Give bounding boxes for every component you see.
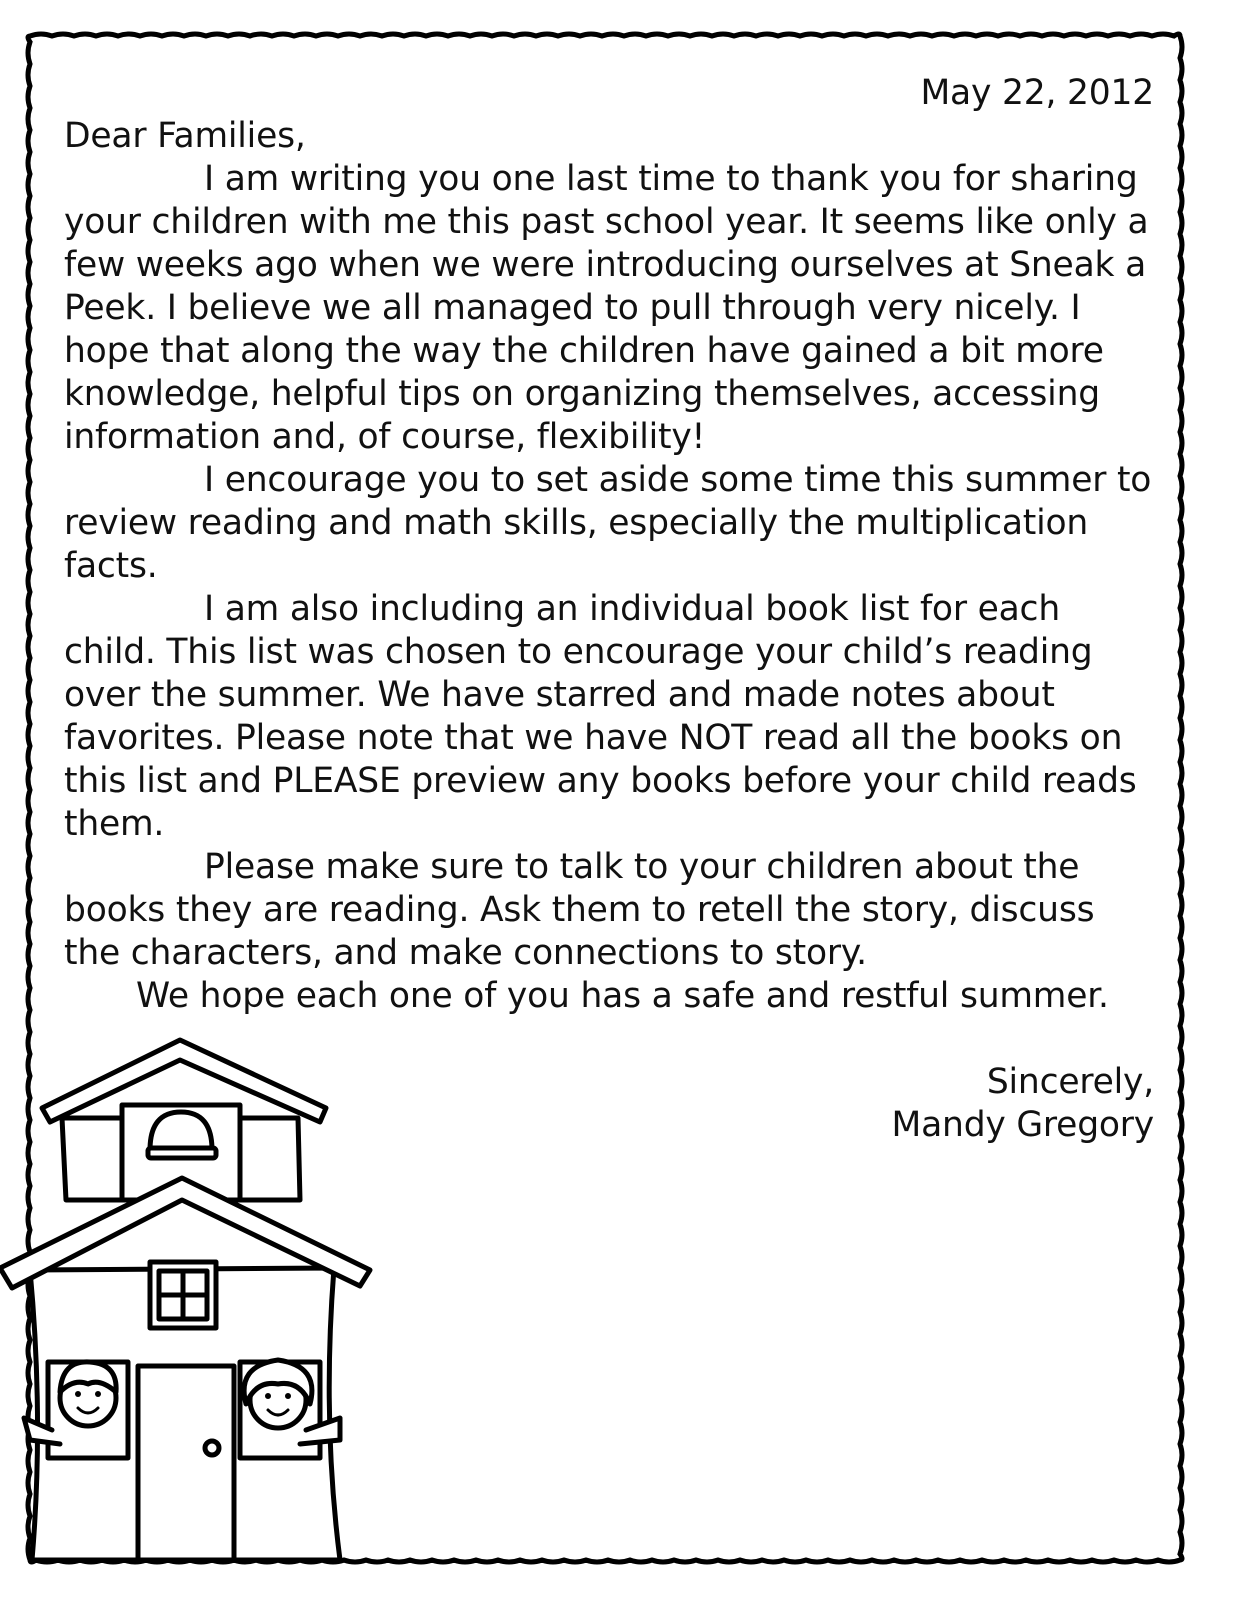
schoolhouse-illustration [0, 1035, 380, 1600]
girl-eye-left [265, 1393, 271, 1399]
letter-date: May 22, 2012 [920, 73, 1154, 113]
letter-signature: Mandy Gregory [891, 1105, 1154, 1145]
door-knob [205, 1441, 219, 1455]
bell-icon [150, 1112, 212, 1150]
letter-body [64, 72, 1154, 1147]
letter-paragraph-2 [64, 459, 1154, 588]
paragraph-3-text: I am also including an individual book list for each child. This list was chosen to encourage your child’s reading over the summer. We have starred and made notes about favorites. Please note that we have NOT read all the books on this list and PLEASE preview any books before your child reads them. [64, 589, 1137, 844]
boy-eye-left [75, 1391, 81, 1397]
letter-paragraph-1 [64, 158, 1154, 459]
bell-rim [148, 1148, 216, 1158]
boy-eye-right [95, 1391, 101, 1397]
letter-closing-line: We hope each one of you has a safe and restful summer. [136, 976, 1109, 1016]
letter-greeting: Dear Families, [64, 116, 306, 156]
paragraph-1-text: I am writing you one last time to thank you for sharing your children with me this past school year. It seems like only a few weeks ago when we were introducing ourselves at Sneak a Peek. I believe we all managed to pull through very nicely. I hope that along the way the children have gained a bit more knowledge, helpful tips on organizing themselves, accessing information and, of course, flexibility! [64, 159, 1149, 457]
letter-paragraph-4 [64, 846, 1154, 975]
paragraph-2-text: I encourage you to set aside some time this summer to review reading and math skills, especially the multiplication facts. [64, 460, 1152, 586]
school-door [138, 1366, 234, 1560]
girl-eye-right [285, 1393, 291, 1399]
letter-valediction: Sincerely, [986, 1062, 1154, 1102]
paragraph-4-text: Please make sure to talk to your children about the books they are reading. Ask them to retell the story, discuss the characters, and make connections to story. [64, 847, 1095, 973]
letter-paragraph-3 [64, 588, 1154, 846]
